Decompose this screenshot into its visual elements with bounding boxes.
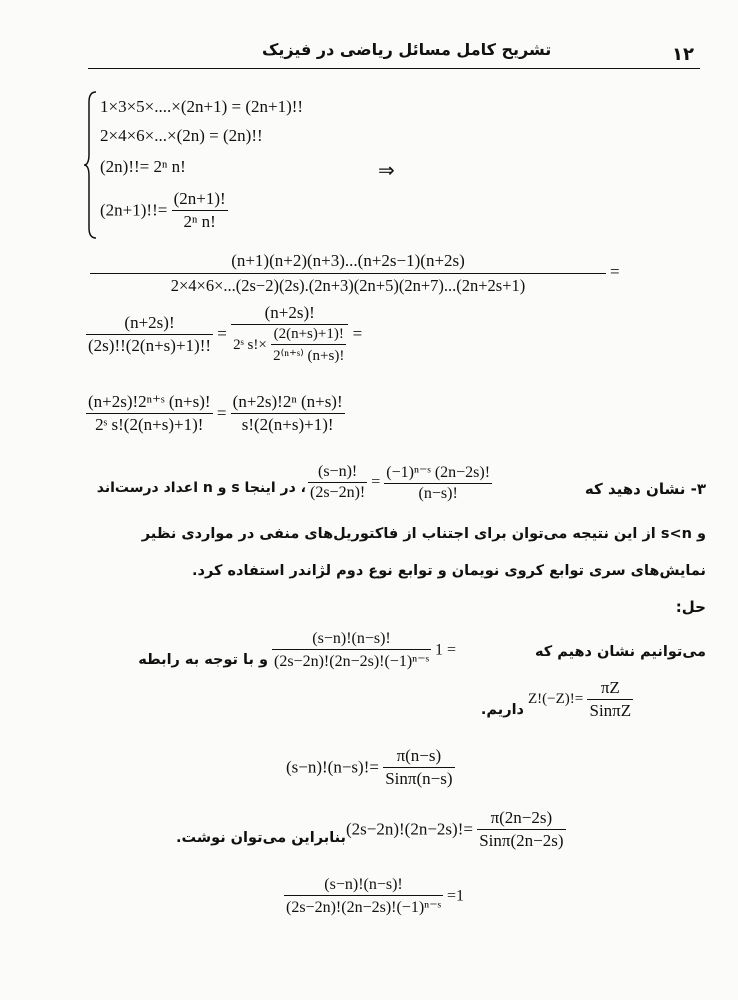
equals-sign: = bbox=[610, 262, 620, 281]
fraction-denominator: (2s−2n)!(2n−2s)!(−1)ⁿ⁻ˢ bbox=[284, 895, 443, 917]
solution-step-3-lhs: (s−n)!(n−s)!= bbox=[286, 757, 379, 777]
fraction-denominator: (2s−2n)!(2n−2s)!(−1)ⁿ⁻ˢ bbox=[272, 649, 431, 671]
solution-step-4-pre: بنابراین می‌توان نوشت. bbox=[175, 830, 346, 846]
equals-sign: = bbox=[352, 324, 363, 343]
fraction-denominator: (n−s)! bbox=[384, 483, 492, 503]
fraction-numerator: (s−n)!(n−s)! bbox=[324, 876, 403, 893]
fraction-numerator: πZ bbox=[600, 678, 620, 697]
derivation-fraction-2 bbox=[86, 313, 213, 356]
solution-step-2-post: داریم. bbox=[480, 702, 524, 718]
fraction-numerator: π(2n−2s) bbox=[490, 808, 553, 827]
solution-step-4-math bbox=[346, 808, 566, 851]
fraction-numerator: (s−n)!(n−s)! bbox=[312, 630, 391, 647]
solution-step-1-pre: می‌توانیم نشان دهیم که bbox=[534, 644, 706, 660]
solution-step-1-fraction bbox=[272, 630, 431, 671]
fraction-numerator: (2(n+s)+1)! bbox=[273, 326, 344, 342]
solution-step-3-math bbox=[286, 746, 455, 789]
system-line-4 bbox=[100, 189, 228, 232]
fraction-numerator: (n+2s)! bbox=[124, 312, 175, 332]
equals-sign: = bbox=[216, 403, 227, 423]
fraction-denominator: 2ⁿ n! bbox=[172, 210, 228, 232]
solution-step-3-fraction bbox=[383, 746, 454, 789]
equals-sign: = bbox=[217, 324, 227, 343]
fraction-numerator: (n+1)(n+2)(n+3)...(n+2s−1)(n+2s) bbox=[231, 251, 465, 270]
solution-step-5-fraction bbox=[284, 876, 443, 917]
solution-step-4-lhs: (2s−2n)!(2n−2s)!= bbox=[346, 819, 473, 839]
fraction-den-prefix: 2ˢ s!× bbox=[233, 337, 267, 353]
problem-3-fraction-right bbox=[384, 462, 492, 503]
fraction-denominator: 2ˢ s!(2(n+s)+1)! bbox=[86, 413, 213, 435]
system-line-2: 2×4×6×...×(2n) = (2n)!! bbox=[100, 126, 263, 145]
system-line-3: (2n)!!= 2ⁿ n! bbox=[100, 157, 186, 176]
problem-3-fraction-left bbox=[308, 463, 367, 502]
derivation-line-3 bbox=[86, 392, 345, 435]
fraction-denominator: (2s−2n)! bbox=[310, 484, 366, 501]
system-line-4-fraction bbox=[172, 189, 228, 232]
header-rule bbox=[88, 68, 700, 69]
solution-step-1-eq: 1 = bbox=[435, 641, 457, 659]
fraction-numerator: (s−n)! bbox=[318, 463, 358, 480]
derivation-fraction-3 bbox=[231, 303, 348, 365]
system-line-4-lhs: (2n+1)!!= bbox=[100, 200, 168, 220]
fraction-numerator: (2n+1)! bbox=[173, 189, 226, 208]
fraction-numerator: (n+2s)!2ⁿ (n+s)! bbox=[232, 392, 343, 411]
solution-step-2-fraction bbox=[587, 678, 633, 721]
solution-step-5-rhs: =1 bbox=[447, 887, 465, 905]
problem-3-intro: ۳- نشان دهید که bbox=[584, 480, 706, 498]
fraction-numerator: (n+2s)!2ⁿ⁺ˢ (n+s)! bbox=[88, 392, 211, 411]
fraction-numerator: (n+2s)! bbox=[264, 303, 315, 322]
fraction-denominator: Sinπ(2n−2s) bbox=[479, 831, 564, 850]
solution-step-1-post: و با توجه به رابطه bbox=[138, 652, 268, 668]
problem-3-line-3: نمایش‌های سری توابع کروی نویمان و توابع نوع دوم لژاندر استفاده کرد. bbox=[192, 563, 706, 579]
problem-3-line-2: و s<n از این نتیجه می‌توان برای اجتناب از فاکتوریل‌های منفی در مواردی نظیر bbox=[141, 526, 706, 542]
fraction-denominator: s!(2(n+s)+1)! bbox=[231, 413, 345, 435]
fraction-denominator: SinπZ bbox=[589, 701, 632, 720]
problem-3-line-1-end: ، در اینجا s و n اعداد درست‌اند bbox=[96, 480, 306, 496]
fraction-denominator: Sinπ(n−s) bbox=[385, 769, 453, 788]
solution-step-2-lhs: Z!(−Z)!= bbox=[528, 691, 584, 707]
implies-arrow: ⇒ bbox=[378, 160, 395, 182]
derivation-fraction-5 bbox=[231, 392, 345, 435]
equals-sign: = bbox=[371, 473, 381, 491]
fraction-denominator bbox=[231, 324, 348, 365]
solution-step-4-fraction bbox=[477, 808, 565, 851]
fraction-numerator: π(n−s) bbox=[396, 746, 442, 765]
derivation-line-2 bbox=[86, 303, 362, 365]
system-line-1: 1×3×5×....×(2n+1) = (2n+1)!! bbox=[100, 97, 304, 116]
solution-label: حل: bbox=[675, 598, 706, 616]
derivation-fraction-1 bbox=[90, 251, 606, 296]
problem-3-identity bbox=[308, 462, 492, 503]
solution-step-5-math bbox=[284, 876, 464, 917]
left-brace bbox=[84, 90, 98, 240]
nested-fraction bbox=[271, 326, 346, 365]
fraction-denominator: 2×4×6×...(2s−2)(2s).(2n+3)(2n+5)(2n+7)...(2n+2s+1) bbox=[90, 273, 606, 296]
fraction-denominator: 2⁽ⁿ⁺ˢ⁾ (n+s)! bbox=[271, 344, 346, 365]
fraction-numerator: (−1)ⁿ⁻ˢ (2n−2s)! bbox=[386, 464, 491, 481]
derivation-fraction-4 bbox=[86, 392, 213, 435]
page-number: ۱۲ bbox=[672, 44, 694, 65]
fraction-denominator: (2s)!!(2(n+s)+1)!! bbox=[88, 335, 212, 355]
solution-step-2-math bbox=[528, 678, 633, 721]
running-title: تشریح کامل مسائل ریاضی در فیزیک bbox=[262, 40, 552, 59]
solution-step-1-math bbox=[272, 630, 456, 671]
